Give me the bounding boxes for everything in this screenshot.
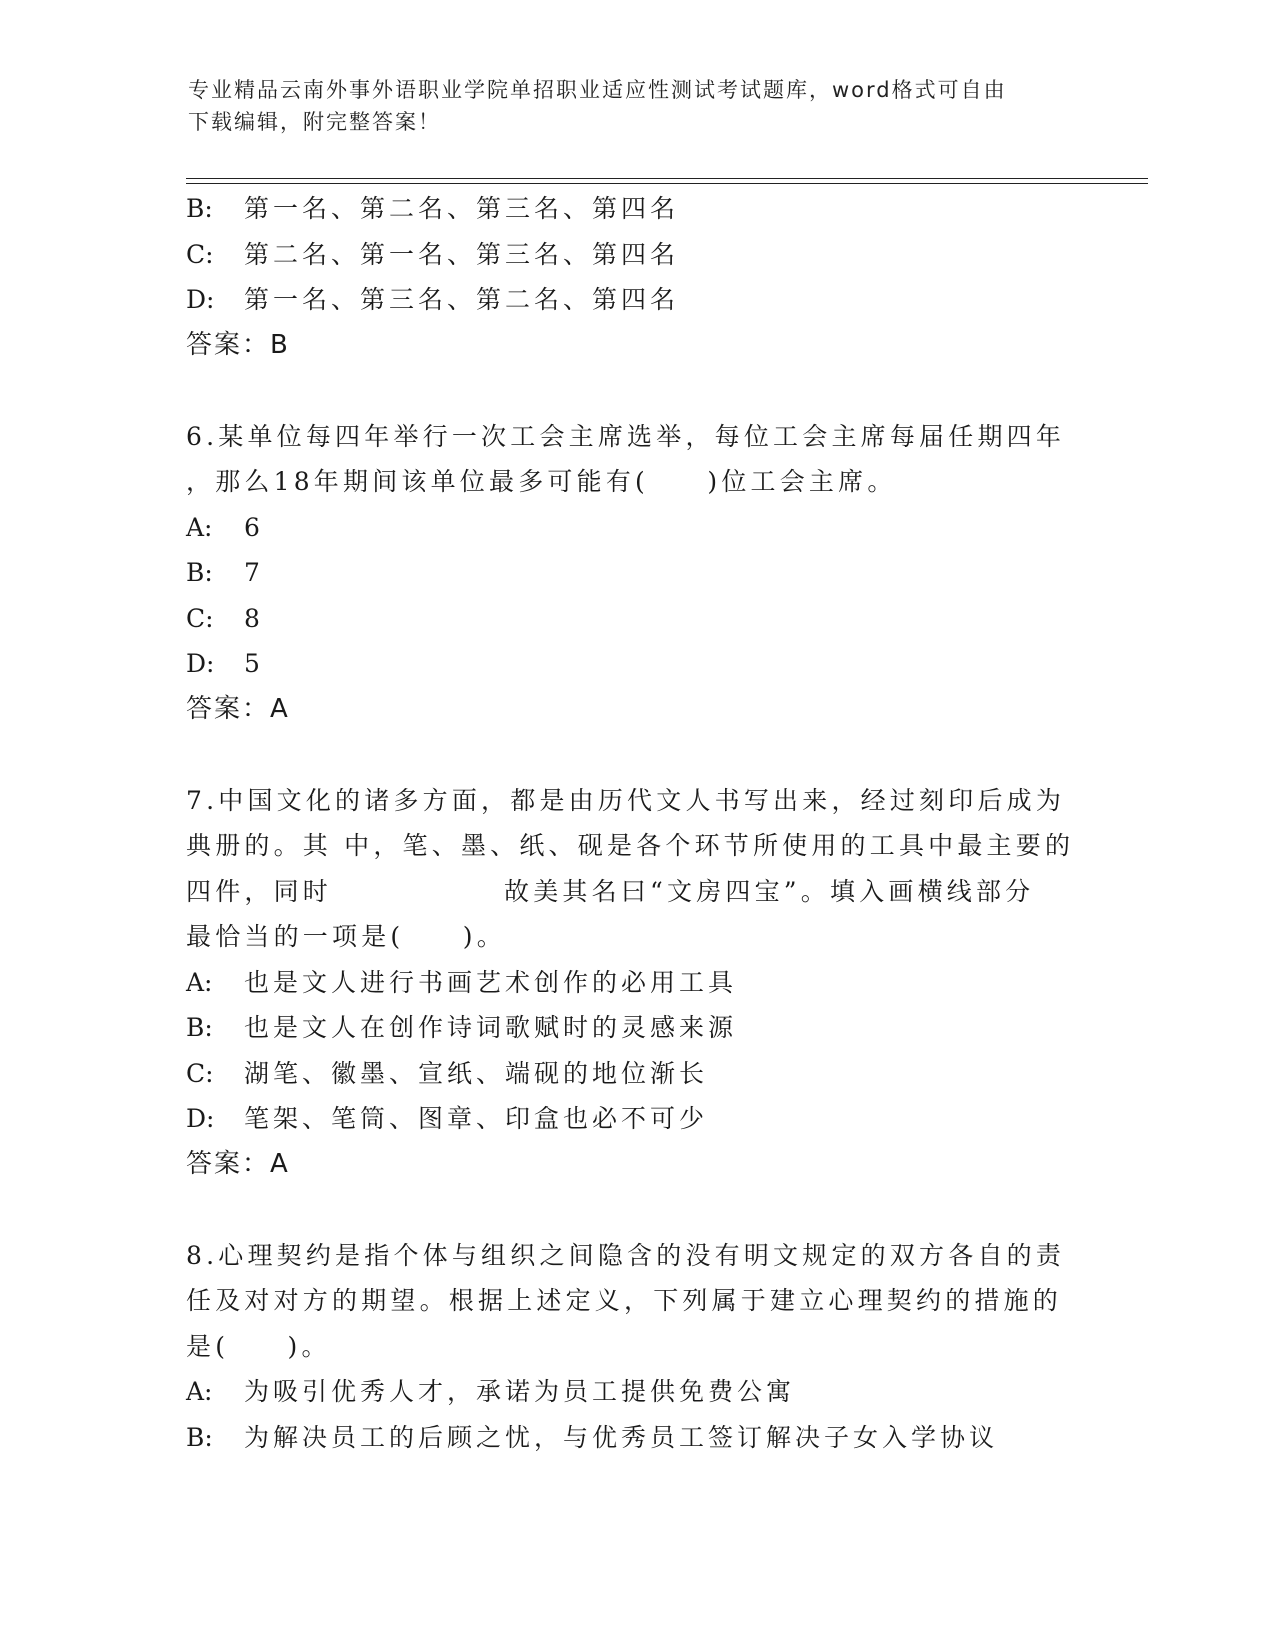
- answer-label: 答案：: [186, 1148, 271, 1179]
- option-letter: A:: [186, 967, 213, 997]
- option-b: [186, 1415, 1086, 1461]
- option-text: 第二名、第一名、第三名、第四名: [244, 239, 680, 269]
- document-header: [188, 74, 1068, 138]
- question-list: [186, 186, 1086, 1460]
- header-divider-bottom: [186, 183, 1148, 184]
- option-d: [186, 641, 1086, 687]
- option-letter: C:: [186, 603, 214, 633]
- stem-line: 典册的。其 中，笔、墨、纸、砚是各个环节所使用的工具中最主要的: [186, 831, 1075, 860]
- option-a: [186, 960, 1086, 1006]
- option-a: [186, 505, 1086, 551]
- stem-line: 最恰当的一项是( )。: [186, 922, 506, 951]
- option-letter: B:: [186, 194, 213, 223]
- option-text: 也是文人进行书画艺术创作的必用工具: [244, 967, 738, 997]
- option-text: 笔架、笔筒、图章、印盒也必不可少: [244, 1104, 709, 1133]
- option-text: 6: [244, 512, 264, 542]
- stem-line: 任及对对方的期望。根据上述定义，下列属于建立心理契约的措施的: [186, 1286, 1063, 1315]
- option-letter: B:: [186, 1013, 213, 1042]
- answer-label: 答案：: [186, 693, 271, 724]
- stem-line: 是( )。: [186, 1331, 331, 1361]
- header-line-1: 专业精品云南外事外语职业学院单招职业适应性测试考试题库，word格式可自由: [188, 78, 1007, 102]
- option-b: [186, 186, 1086, 232]
- stem-line: ，那么18年期间该单位最多可能有( )位工会主席。: [186, 467, 897, 496]
- option-b: [186, 550, 1086, 596]
- stem-line: 8.心理契约是指个体与组织之间隐含的没有明文规定的双方各自的责: [186, 1240, 1066, 1270]
- header-divider-top: [186, 178, 1148, 179]
- stem-line: 6.某单位每四年举行一次工会主席选举，每位工会主席每届任期四年: [186, 421, 1066, 451]
- answer-line: [186, 1142, 1086, 1188]
- option-text: 湖笔、徽墨、宣纸、端砚的地位渐长: [244, 1058, 709, 1088]
- option-text: 5: [244, 649, 264, 678]
- answer-value: A: [270, 1148, 288, 1179]
- option-a: [186, 1369, 1086, 1415]
- stem-text: 故美其名曰“文房四宝”。填入画横线部分: [504, 876, 1035, 906]
- option-c: [186, 232, 1086, 278]
- answer-value: A: [270, 693, 288, 724]
- option-d: [186, 1096, 1086, 1142]
- option-c: [186, 596, 1086, 642]
- option-c: [186, 1051, 1086, 1097]
- answer-line: [186, 323, 1086, 369]
- answer-label: 答案：: [186, 329, 271, 360]
- option-letter: C:: [186, 1058, 214, 1088]
- question-6: [186, 414, 1086, 733]
- stem-text: 四件，同时: [186, 876, 333, 906]
- option-letter: A:: [186, 1377, 213, 1406]
- option-b: [186, 1005, 1086, 1051]
- question-8: [186, 1233, 1086, 1461]
- question-stem: [186, 1233, 1086, 1370]
- header-line-2: 下载编辑，附完整答案！: [188, 110, 441, 134]
- option-letter: B:: [186, 558, 213, 587]
- option-text: 为解决员工的后顾之忧，与优秀员工签订解决子女入学协议: [244, 1422, 999, 1452]
- answer-line: [186, 687, 1086, 733]
- option-letter: C:: [186, 239, 214, 269]
- option-text: 第一名、第二名、第三名、第四名: [244, 194, 680, 223]
- option-letter: B:: [186, 1422, 213, 1452]
- option-text: 第一名、第三名、第二名、第四名: [244, 285, 680, 314]
- answer-value: B: [270, 329, 288, 360]
- question-stem: [186, 778, 1086, 960]
- option-letter: D:: [186, 649, 215, 678]
- option-letter: D:: [186, 1104, 215, 1133]
- option-d: [186, 277, 1086, 323]
- option-text: 8: [244, 603, 264, 633]
- question-5: [186, 186, 1086, 368]
- option-text: 为吸引优秀人才，承诺为员工提供免费公寓: [244, 1377, 796, 1406]
- question-7: [186, 778, 1086, 1188]
- stem-line: 7.中国文化的诸多方面，都是由历代文人书写出来，经过刻印后成为: [186, 785, 1066, 815]
- option-text: 7: [244, 558, 264, 587]
- option-letter: A:: [186, 512, 213, 542]
- stem-line: [186, 869, 1086, 915]
- question-stem: [186, 414, 1086, 505]
- option-text: 也是文人在创作诗词歌赋时的灵感来源: [244, 1013, 738, 1042]
- option-letter: D:: [186, 285, 215, 314]
